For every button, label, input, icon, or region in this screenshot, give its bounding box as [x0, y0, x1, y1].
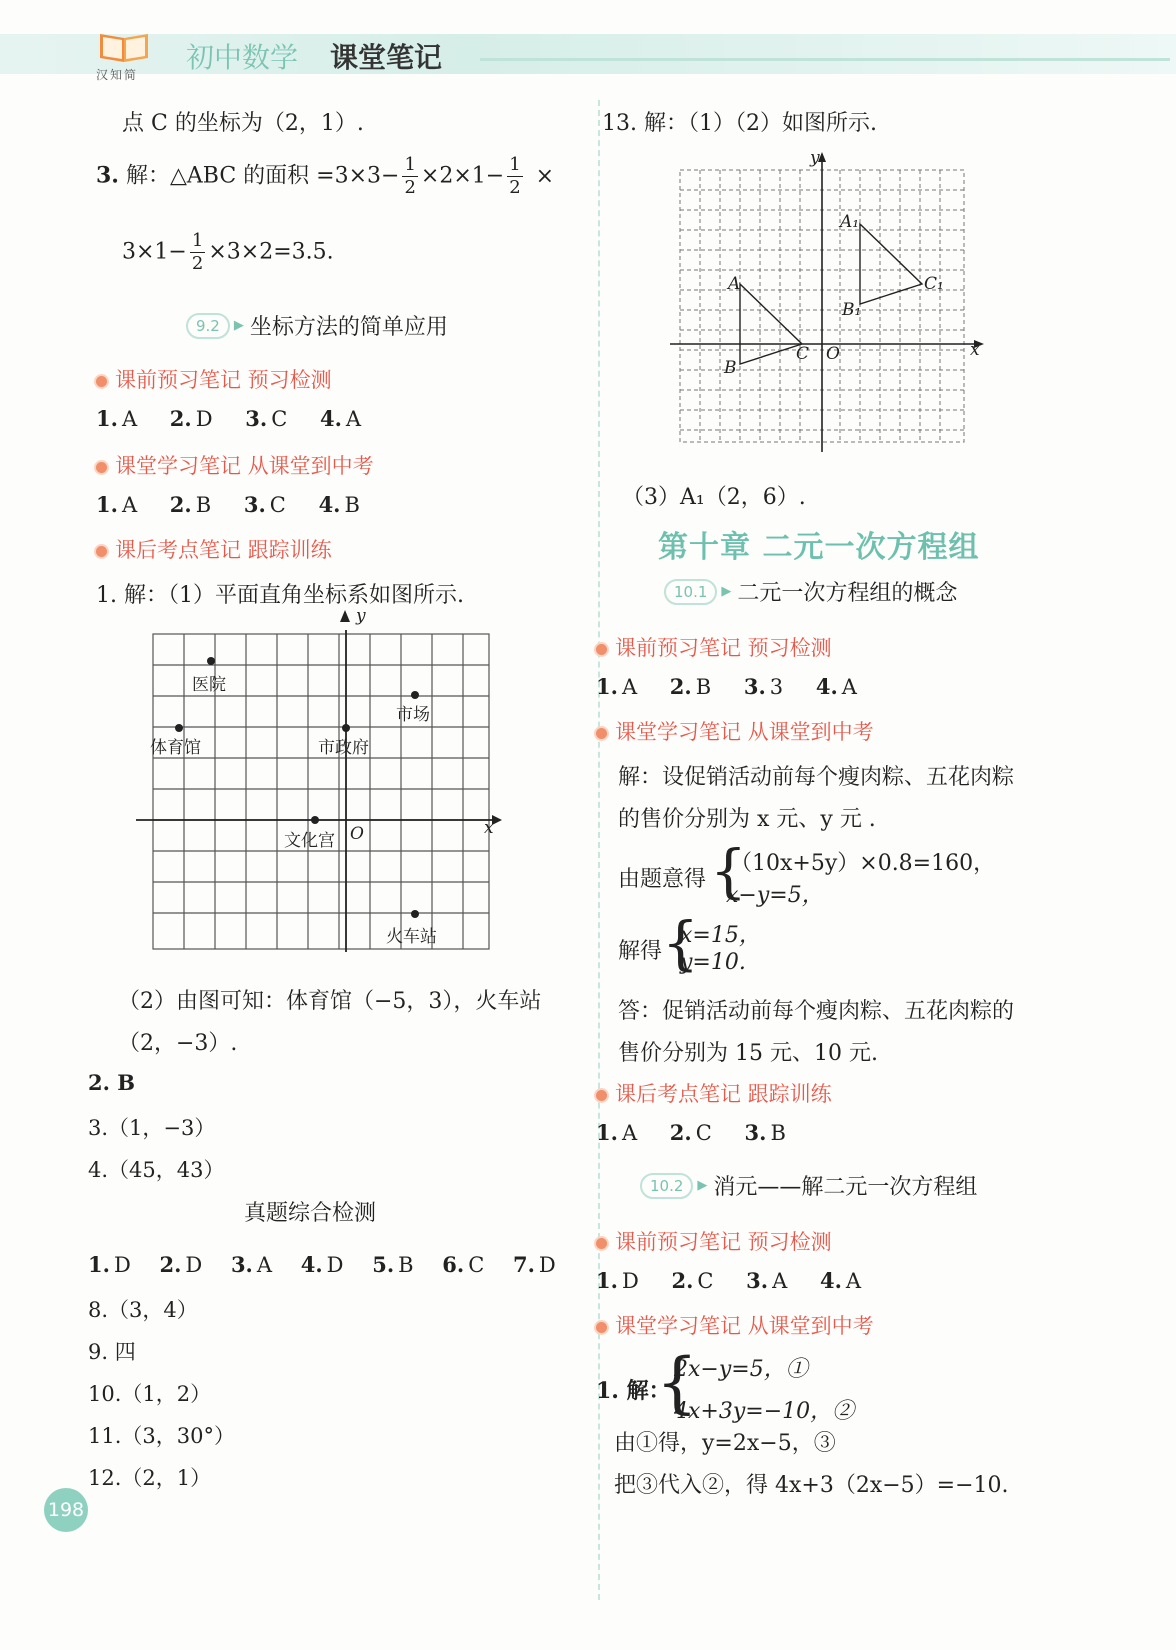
line-point-c: 点 C 的坐标为（2，1）. — [122, 111, 364, 136]
solution-x: x=15， — [680, 923, 761, 948]
section-10-2-heading — [640, 1170, 977, 1201]
answer-line2: 售价分别为 15 元、10 元. — [618, 1041, 878, 1066]
graph-label-c: C — [796, 344, 810, 364]
map-label-hospital: 医院 — [192, 675, 226, 695]
bullet-dot-icon — [96, 462, 107, 473]
graph-label-y: y — [810, 148, 820, 168]
q3-line2 — [122, 230, 334, 275]
logo-text: 汉知简 — [96, 68, 139, 82]
bullet-dot-icon — [596, 1238, 607, 1249]
post-q1: 1. 解：（1）平面直角坐标系如图所示. — [96, 583, 464, 608]
fraction: $\frac{1}{2}$ — [509, 154, 521, 198]
section-10-1-heading — [664, 576, 957, 607]
graph-label-a1: A₁ — [840, 212, 860, 232]
post-study-heading: 课后考点笔记 跟踪训练 — [96, 534, 332, 564]
q13: 13. 解：（1）（2）如图所示. — [602, 111, 877, 136]
post-q2: 2. B — [88, 1070, 135, 1095]
post-study-answers-10-1: 1. A 2. C 3. B — [596, 1120, 786, 1145]
exam-heading: 真题综合检测 — [244, 1201, 377, 1226]
page-number: 198 — [44, 1488, 88, 1532]
q13-part3: （3）A₁（2，6）. — [622, 485, 806, 510]
brace-icon: { — [710, 837, 747, 905]
play-arrow-icon: ▶ — [721, 584, 732, 599]
solution-setup-label: 由题意得 — [618, 867, 707, 892]
graph-label-origin: O — [826, 344, 840, 364]
post-q1-part2-line1: （2）由图可知：体育馆（−5，3），火车站 — [118, 989, 542, 1014]
header-title-left: 初中数学 — [186, 41, 299, 74]
section-badge: 9.2 — [186, 313, 230, 339]
bullet-dot-icon — [596, 728, 607, 739]
map-label-gov: 市政府 — [318, 738, 369, 758]
class-study-heading: 课堂学习笔记 从课堂到中考 — [96, 450, 374, 480]
graph-label-c1: C₁ — [924, 274, 944, 294]
pre-study-heading: 课前预习笔记 预习检测 — [96, 364, 332, 394]
q3-line1 — [96, 154, 554, 199]
post-q4: 4.（45，43） — [88, 1158, 225, 1182]
exam-answers: 1. D 2. D 3. A 4. D 5. B 6. C 7. D — [88, 1252, 556, 1277]
system-step2: 把③代入②，得 4x+3（2x−5）=−10. — [614, 1473, 1009, 1498]
section-badge: 10.2 — [640, 1173, 693, 1199]
solution-result-label: 解得 — [618, 939, 663, 964]
play-arrow-icon: ▶ — [233, 318, 244, 333]
pre-study-answers: 1. A 2. D 3. C 4. A — [96, 406, 362, 431]
pre-study-heading-10-1: 课前预习笔记 预习检测 — [596, 632, 832, 662]
post-study-heading-10-1: 课后考点笔记 跟踪训练 — [596, 1078, 832, 1108]
map-label-station: 火车站 — [386, 927, 437, 947]
solution-line2: 的售价分别为 x 元、y 元 . — [618, 807, 876, 832]
section-badge: 10.1 — [664, 579, 717, 605]
fraction: $\frac{1}{2}$ — [191, 230, 204, 274]
map-label-x: x — [484, 818, 494, 838]
class-study-heading-10-2: 课堂学习笔记 从课堂到中考 — [596, 1310, 874, 1340]
play-arrow-icon: ▶ — [697, 1178, 708, 1193]
q3-part-e: ×3×2=3.5. — [208, 239, 334, 265]
section-9-2-heading — [186, 310, 448, 341]
triangle-coordinate-graph — [668, 150, 998, 460]
system-eq2: 4x+3y=−10，② — [674, 1399, 855, 1424]
q3-part-a: 解：△ABC 的面积 =3×3− — [125, 163, 400, 189]
answer-line1: 答：促销活动前每个瘦肉粽、五花肉粽的 — [618, 999, 1015, 1024]
brace-icon: { — [662, 909, 699, 977]
map-label-palace: 文化宫 — [284, 831, 335, 851]
pre-study-heading-10-2: 课前预习笔记 预习检测 — [596, 1226, 832, 1256]
header-underline — [480, 58, 1170, 61]
system-step1: 由①得，y=2x−5，③ — [614, 1431, 836, 1456]
map-label-market: 市场 — [396, 705, 430, 725]
solution-y: y=10. — [680, 950, 746, 975]
class-study-answers: 1. A 2. B 3. C 4. B — [96, 492, 360, 517]
graph-label-x: x — [970, 340, 980, 360]
exam-q11: 11.（3，30°） — [88, 1424, 235, 1448]
section-title: 坐标方法的简单应用 — [249, 315, 448, 340]
bullet-dot-icon — [96, 546, 107, 557]
book-logo-icon — [96, 28, 152, 64]
bullet-dot-icon — [96, 376, 107, 387]
pre-study-answers-10-1: 1. A 2. B 3. 3 4. A — [596, 674, 857, 699]
chapter-title: 第十章 二元一次方程组 — [658, 530, 980, 565]
map-y-arrow-icon — [340, 610, 350, 622]
map-label-y: y — [356, 606, 366, 626]
class-study-heading-10-1: 课堂学习笔记 从课堂到中考 — [596, 716, 874, 746]
q3-part-b: ×2×1− — [420, 163, 505, 189]
graph-label-a: A — [728, 274, 741, 294]
exam-q10: 10.（1，2） — [88, 1382, 212, 1406]
q3-part-d: 3×1− — [122, 239, 187, 265]
map-label-origin: O — [350, 824, 364, 844]
system-eq1: 2x−y=5，① — [674, 1357, 808, 1382]
graph-label-b: B — [724, 358, 737, 378]
bullet-dot-icon — [596, 644, 607, 655]
solution-line1: 解：设促销活动前每个瘦肉粽、五花肉粽 — [618, 765, 1015, 790]
map-label-gym: 体育馆 — [150, 738, 201, 758]
header-title-right: 课堂笔记 — [330, 41, 443, 74]
header-bar — [0, 34, 1176, 74]
fraction: $\frac{1}{2}$ — [404, 154, 416, 198]
bullet-dot-icon — [596, 1090, 607, 1101]
graph-label-b1: B₁ — [842, 300, 862, 320]
q3-label: 3. — [96, 162, 119, 189]
q3-part-c: × — [535, 163, 555, 189]
exam-q9: 9. 四 — [88, 1340, 136, 1364]
post-q3: 3.（1，−3） — [88, 1116, 216, 1140]
section-title: 二元一次方程组的概念 — [737, 581, 958, 606]
system-label: 1. 解： — [596, 1378, 671, 1404]
map-coordinate-grid — [130, 630, 510, 1010]
pre-study-answers-10-2: 1. D 2. C 3. A 4. A — [596, 1268, 862, 1293]
solution-eq1: （10x+5y）×0.8=160， — [730, 851, 996, 876]
exam-q12: 12.（2，1） — [88, 1466, 212, 1490]
exam-q8: 8.（3，4） — [88, 1298, 198, 1322]
bullet-dot-icon — [596, 1322, 607, 1333]
brace-icon: { — [656, 1344, 698, 1421]
section-title: 消元——解二元一次方程组 — [713, 1175, 978, 1200]
solution-eq2: x−y=5， — [726, 883, 824, 908]
post-q1-part2-line2: （2，−3）. — [118, 1031, 238, 1056]
